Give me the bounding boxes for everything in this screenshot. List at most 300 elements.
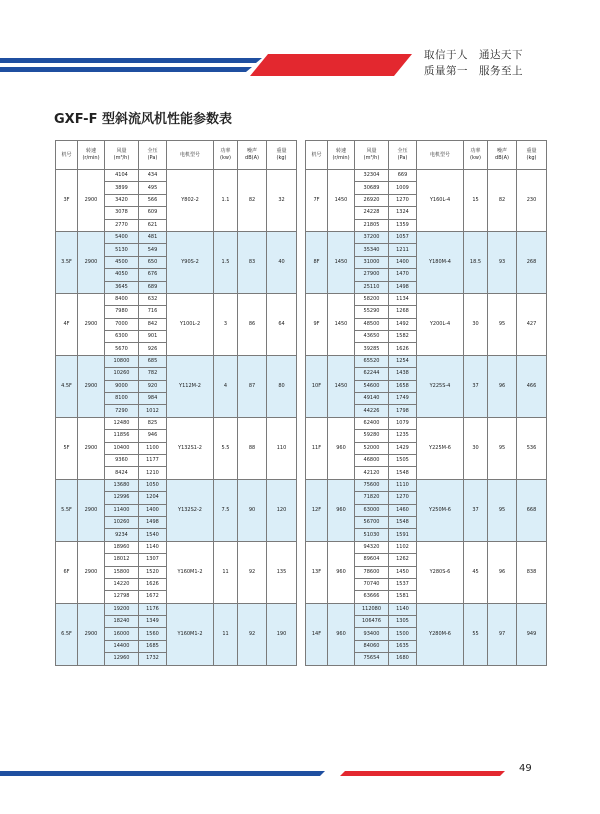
table-row (56, 603, 297, 615)
airflow-cell: 27900 (355, 269, 389, 281)
column-header-unit: (kw) (470, 155, 481, 161)
airflow-cell: 3645 (105, 281, 139, 293)
airflow-cell: 62244 (355, 368, 389, 380)
pressure-cell: 1400 (139, 504, 167, 516)
speed-cell: 1450 (328, 231, 355, 293)
pressure-cell: 1685 (139, 640, 167, 652)
airflow-cell: 42120 (355, 467, 389, 479)
pressure-cell: 1305 (389, 616, 417, 628)
airflow-cell: 62400 (355, 417, 389, 429)
power-cell: 11 (214, 541, 238, 603)
airflow-cell: 3078 (105, 207, 139, 219)
table-row (56, 479, 297, 491)
table-row (56, 231, 297, 243)
airflow-cell: 7290 (105, 405, 139, 417)
column-header-unit: (Pa) (397, 155, 408, 161)
airflow-cell: 84060 (355, 640, 389, 652)
column-header-unit: dB(A) (495, 155, 509, 161)
column-header (417, 141, 464, 170)
column-header-unit: (kg) (526, 155, 537, 161)
column-header (328, 141, 355, 170)
column-header-label: 风量 (366, 148, 377, 154)
airflow-cell: 35340 (355, 244, 389, 256)
airflow-cell: 71820 (355, 492, 389, 504)
airflow-cell: 75654 (355, 653, 389, 665)
airflow-cell: 49140 (355, 393, 389, 405)
airflow-cell: 13680 (105, 479, 139, 491)
airflow-cell: 93400 (355, 628, 389, 640)
airflow-cell: 12798 (105, 591, 139, 603)
noise-cell: 95 (488, 293, 517, 355)
airflow-cell: 43650 (355, 331, 389, 343)
airflow-cell: 24228 (355, 207, 389, 219)
pressure-cell: 1548 (389, 516, 417, 528)
pressure-cell: 1262 (389, 554, 417, 566)
performance-table-left (55, 140, 297, 666)
pressure-cell: 1349 (139, 616, 167, 628)
airflow-cell: 70740 (355, 578, 389, 590)
column-header (306, 141, 328, 170)
airflow-cell: 48500 (355, 318, 389, 330)
fan-model-cell: 4.5F (56, 355, 78, 417)
motor-model-cell: Y112M-2 (167, 355, 214, 417)
airflow-cell: 39285 (355, 343, 389, 355)
pressure-cell: 984 (139, 393, 167, 405)
noise-cell: 96 (488, 355, 517, 417)
airflow-cell: 63666 (355, 591, 389, 603)
airflow-cell: 12960 (105, 653, 139, 665)
power-cell: 45 (464, 541, 488, 603)
pressure-cell: 1505 (389, 454, 417, 466)
column-header-label: 电机型号 (179, 151, 200, 158)
airflow-cell: 51030 (355, 529, 389, 541)
table-row (306, 603, 547, 615)
power-cell: 1.5 (214, 231, 238, 293)
pressure-cell: 1732 (139, 653, 167, 665)
airflow-cell: 7000 (105, 318, 139, 330)
airflow-cell: 14220 (105, 578, 139, 590)
airflow-cell: 8424 (105, 467, 139, 479)
noise-cell: 88 (238, 417, 267, 479)
airflow-cell: 54600 (355, 380, 389, 392)
airflow-cell: 58200 (355, 293, 389, 305)
fan-model-cell: 3.5F (56, 231, 78, 293)
pressure-cell: 1581 (389, 591, 417, 603)
fan-model-cell: 12F (306, 479, 328, 541)
airflow-cell: 14400 (105, 640, 139, 652)
column-header (139, 141, 167, 170)
power-cell: 7.5 (214, 479, 238, 541)
pressure-cell: 621 (139, 219, 167, 231)
motor-model-cell: Y100L-2 (167, 293, 214, 355)
airflow-cell: 78600 (355, 566, 389, 578)
pressure-cell: 1672 (139, 591, 167, 603)
airflow-cell: 10260 (105, 368, 139, 380)
motor-model-cell: Y160L-4 (417, 170, 464, 232)
airflow-cell: 44226 (355, 405, 389, 417)
table-header-row (306, 141, 547, 170)
column-header (238, 141, 267, 170)
table-row (56, 355, 297, 367)
airflow-cell: 94320 (355, 541, 389, 553)
column-header-unit: (kg) (276, 155, 287, 161)
fan-model-cell: 5F (56, 417, 78, 479)
pressure-cell: 1548 (389, 467, 417, 479)
speed-cell: 2900 (78, 541, 105, 603)
noise-cell: 82 (238, 170, 267, 232)
pressure-cell: 1400 (389, 256, 417, 268)
pressure-cell: 825 (139, 417, 167, 429)
pressure-cell: 1270 (389, 194, 417, 206)
speed-cell: 1450 (328, 293, 355, 355)
pressure-cell: 1012 (139, 405, 167, 417)
noise-cell: 86 (238, 293, 267, 355)
airflow-cell: 37200 (355, 231, 389, 243)
fan-model-cell: 7F (306, 170, 328, 232)
weight-cell: 949 (517, 603, 547, 665)
pressure-cell: 1626 (139, 578, 167, 590)
airflow-cell: 46800 (355, 454, 389, 466)
airflow-cell: 16000 (105, 628, 139, 640)
airflow-cell: 18960 (105, 541, 139, 553)
power-cell: 37 (464, 479, 488, 541)
pressure-cell: 1176 (139, 603, 167, 615)
airflow-cell: 11400 (105, 504, 139, 516)
weight-cell: 536 (517, 417, 547, 479)
motor-model-cell: Y180M-4 (417, 231, 464, 293)
airflow-cell: 65520 (355, 355, 389, 367)
noise-cell: 93 (488, 231, 517, 293)
page-title: GXF-F 型斜流风机性能参数表 (54, 112, 232, 127)
weight-cell: 80 (267, 355, 297, 417)
table-row (306, 479, 547, 491)
weight-cell: 135 (267, 541, 297, 603)
power-cell: 18.5 (464, 231, 488, 293)
motor-model-cell: Y280S-6 (417, 541, 464, 603)
airflow-cell: 56700 (355, 516, 389, 528)
airflow-cell: 112080 (355, 603, 389, 615)
airflow-cell: 10800 (105, 355, 139, 367)
airflow-cell: 4050 (105, 269, 139, 281)
airflow-cell: 32304 (355, 170, 389, 182)
column-header-label: 电机型号 (429, 151, 450, 158)
power-cell: 3 (214, 293, 238, 355)
power-cell: 5.5 (214, 417, 238, 479)
column-header-unit: (m³/h) (363, 155, 380, 161)
column-header (488, 141, 517, 170)
airflow-cell: 10260 (105, 516, 139, 528)
table-row (56, 417, 297, 429)
airflow-cell: 19200 (105, 603, 139, 615)
weight-cell: 40 (267, 231, 297, 293)
weight-cell: 668 (517, 479, 547, 541)
speed-cell: 2900 (78, 479, 105, 541)
motor-model-cell: Y225M-6 (417, 417, 464, 479)
pressure-cell: 1102 (389, 541, 417, 553)
pressure-cell: 1140 (389, 603, 417, 615)
speed-cell: 1450 (328, 170, 355, 232)
column-header-label: 转速 (335, 148, 346, 154)
airflow-cell: 30689 (355, 182, 389, 194)
column-header-unit: dB(A) (245, 155, 259, 161)
weight-cell: 32 (267, 170, 297, 232)
pressure-cell: 1235 (389, 430, 417, 442)
table-row (306, 541, 547, 553)
pressure-cell: 1050 (139, 479, 167, 491)
pressure-cell: 1498 (139, 516, 167, 528)
column-header (105, 141, 139, 170)
table-row (56, 170, 297, 182)
company-slogan (424, 47, 523, 79)
column-header-label: 风量 (116, 148, 127, 154)
pressure-cell: 1749 (389, 393, 417, 405)
weight-cell: 427 (517, 293, 547, 355)
column-header-label: 机号 (311, 151, 322, 158)
airflow-cell: 3899 (105, 182, 139, 194)
noise-cell: 97 (488, 603, 517, 665)
airflow-cell: 2770 (105, 219, 139, 231)
table-row (306, 417, 547, 429)
pressure-cell: 1658 (389, 380, 417, 392)
fan-model-cell: 8F (306, 231, 328, 293)
weight-cell: 120 (267, 479, 297, 541)
pressure-cell: 481 (139, 231, 167, 243)
pressure-cell: 1438 (389, 368, 417, 380)
motor-model-cell: Y225S-4 (417, 355, 464, 417)
column-header (389, 141, 417, 170)
noise-cell: 95 (488, 417, 517, 479)
pressure-cell: 1680 (389, 653, 417, 665)
pressure-cell: 1134 (389, 293, 417, 305)
motor-model-cell: Y90S-2 (167, 231, 214, 293)
weight-cell: 268 (517, 231, 547, 293)
pressure-cell: 1270 (389, 492, 417, 504)
column-header (167, 141, 214, 170)
pressure-cell: 1204 (139, 492, 167, 504)
pressure-cell: 1498 (389, 281, 417, 293)
pressure-cell: 1520 (139, 566, 167, 578)
speed-cell: 960 (328, 417, 355, 479)
column-header (56, 141, 78, 170)
noise-cell: 90 (238, 479, 267, 541)
fan-model-cell: 6.5F (56, 603, 78, 665)
pressure-cell: 1177 (139, 454, 167, 466)
table-row (56, 541, 297, 553)
weight-cell: 838 (517, 541, 547, 603)
table-header-row (56, 141, 297, 170)
airflow-cell: 8100 (105, 393, 139, 405)
pressure-cell: 1798 (389, 405, 417, 417)
noise-cell: 95 (488, 479, 517, 541)
airflow-cell: 106476 (355, 616, 389, 628)
airflow-cell: 21805 (355, 219, 389, 231)
airflow-cell: 31000 (355, 256, 389, 268)
fan-model-cell: 4F (56, 293, 78, 355)
fan-model-cell: 3F (56, 170, 78, 232)
airflow-cell: 63000 (355, 504, 389, 516)
weight-cell: 110 (267, 417, 297, 479)
pressure-cell: 926 (139, 343, 167, 355)
column-header (267, 141, 297, 170)
pressure-cell: 1210 (139, 467, 167, 479)
power-cell: 55 (464, 603, 488, 665)
airflow-cell: 5400 (105, 231, 139, 243)
power-cell: 11 (214, 603, 238, 665)
airflow-cell: 12996 (105, 492, 139, 504)
pressure-cell: 549 (139, 244, 167, 256)
pressure-cell: 676 (139, 269, 167, 281)
motor-model-cell: Y280M-6 (417, 603, 464, 665)
pressure-cell: 1540 (139, 529, 167, 541)
speed-cell: 2900 (78, 293, 105, 355)
pressure-cell: 1268 (389, 306, 417, 318)
airflow-cell: 52000 (355, 442, 389, 454)
footer-stripes (0, 762, 600, 780)
pressure-cell: 1537 (389, 578, 417, 590)
pressure-cell: 1110 (389, 479, 417, 491)
airflow-cell: 8400 (105, 293, 139, 305)
table-row (56, 293, 297, 305)
column-header (517, 141, 547, 170)
column-header-label: 全压 (397, 148, 408, 154)
pressure-cell: 842 (139, 318, 167, 330)
airflow-cell: 12480 (105, 417, 139, 429)
pressure-cell: 650 (139, 256, 167, 268)
pressure-cell: 1470 (389, 269, 417, 281)
slogan-line-1: 取信于人 通达天下 (424, 49, 523, 61)
column-header-label: 噪声 (496, 148, 507, 154)
noise-cell: 92 (238, 541, 267, 603)
pressure-cell: 946 (139, 430, 167, 442)
pressure-cell: 609 (139, 207, 167, 219)
pressure-cell: 1582 (389, 331, 417, 343)
motor-model-cell: Y802-2 (167, 170, 214, 232)
airflow-cell: 25110 (355, 281, 389, 293)
airflow-cell: 89604 (355, 554, 389, 566)
column-header-label: 机号 (61, 151, 72, 158)
airflow-cell: 15800 (105, 566, 139, 578)
pressure-cell: 901 (139, 331, 167, 343)
column-header-label: 全压 (147, 148, 158, 154)
airflow-cell: 5670 (105, 343, 139, 355)
pressure-cell: 1009 (389, 182, 417, 194)
pressure-cell: 1460 (389, 504, 417, 516)
performance-table-right (305, 140, 547, 666)
airflow-cell: 9000 (105, 380, 139, 392)
speed-cell: 2900 (78, 231, 105, 293)
pressure-cell: 1211 (389, 244, 417, 256)
airflow-cell: 6300 (105, 331, 139, 343)
speed-cell: 1450 (328, 355, 355, 417)
pressure-cell: 1254 (389, 355, 417, 367)
motor-model-cell: Y250M-6 (417, 479, 464, 541)
fan-model-cell: 14F (306, 603, 328, 665)
column-header-label: 重量 (276, 148, 287, 154)
fan-model-cell: 6F (56, 541, 78, 603)
motor-model-cell: Y160M1-2 (167, 603, 214, 665)
pressure-cell: 495 (139, 182, 167, 194)
airflow-cell: 26920 (355, 194, 389, 206)
pressure-cell: 1057 (389, 231, 417, 243)
pressure-cell: 632 (139, 293, 167, 305)
speed-cell: 2900 (78, 417, 105, 479)
pressure-cell: 1626 (389, 343, 417, 355)
pressure-cell: 1492 (389, 318, 417, 330)
airflow-cell: 4500 (105, 256, 139, 268)
pressure-cell: 1500 (389, 628, 417, 640)
pressure-cell: 1324 (389, 207, 417, 219)
table-row (306, 170, 547, 182)
column-header-unit: (r/min) (82, 155, 100, 161)
pressure-cell: 1307 (139, 554, 167, 566)
column-header (464, 141, 488, 170)
power-cell: 1.1 (214, 170, 238, 232)
pressure-cell: 566 (139, 194, 167, 206)
column-header-unit: (m³/h) (113, 155, 130, 161)
speed-cell: 2900 (78, 170, 105, 232)
airflow-cell: 11856 (105, 430, 139, 442)
pressure-cell: 1079 (389, 417, 417, 429)
page-number: 49 (519, 763, 532, 774)
pressure-cell: 1591 (389, 529, 417, 541)
noise-cell: 83 (238, 231, 267, 293)
weight-cell: 190 (267, 603, 297, 665)
pressure-cell: 669 (389, 170, 417, 182)
table-row (306, 293, 547, 305)
airflow-cell: 4104 (105, 170, 139, 182)
airflow-cell: 18012 (105, 554, 139, 566)
pressure-cell: 782 (139, 368, 167, 380)
pressure-cell: 1100 (139, 442, 167, 454)
column-header-label: 功率 (470, 148, 481, 154)
column-header (78, 141, 105, 170)
fan-model-cell: 9F (306, 293, 328, 355)
airflow-cell: 75600 (355, 479, 389, 491)
pressure-cell: 689 (139, 281, 167, 293)
speed-cell: 2900 (78, 603, 105, 665)
speed-cell: 2900 (78, 355, 105, 417)
airflow-cell: 7980 (105, 306, 139, 318)
airflow-cell: 18240 (105, 616, 139, 628)
pressure-cell: 434 (139, 170, 167, 182)
airflow-cell: 3420 (105, 194, 139, 206)
power-cell: 15 (464, 170, 488, 232)
pressure-cell: 1140 (139, 541, 167, 553)
motor-model-cell: Y160M1-2 (167, 541, 214, 603)
power-cell: 4 (214, 355, 238, 417)
airflow-cell: 59280 (355, 430, 389, 442)
noise-cell: 87 (238, 355, 267, 417)
fan-model-cell: 13F (306, 541, 328, 603)
noise-cell: 96 (488, 541, 517, 603)
weight-cell: 64 (267, 293, 297, 355)
pressure-cell: 1635 (389, 640, 417, 652)
table-row (306, 231, 547, 243)
speed-cell: 960 (328, 479, 355, 541)
power-cell: 37 (464, 355, 488, 417)
pressure-cell: 920 (139, 380, 167, 392)
pressure-cell: 716 (139, 306, 167, 318)
pressure-cell: 685 (139, 355, 167, 367)
column-header (214, 141, 238, 170)
power-cell: 30 (464, 417, 488, 479)
column-header-label: 功率 (220, 148, 231, 154)
airflow-cell: 9234 (105, 529, 139, 541)
fan-model-cell: 11F (306, 417, 328, 479)
airflow-cell: 55290 (355, 306, 389, 318)
column-header-label: 转速 (85, 148, 96, 154)
column-header (355, 141, 389, 170)
